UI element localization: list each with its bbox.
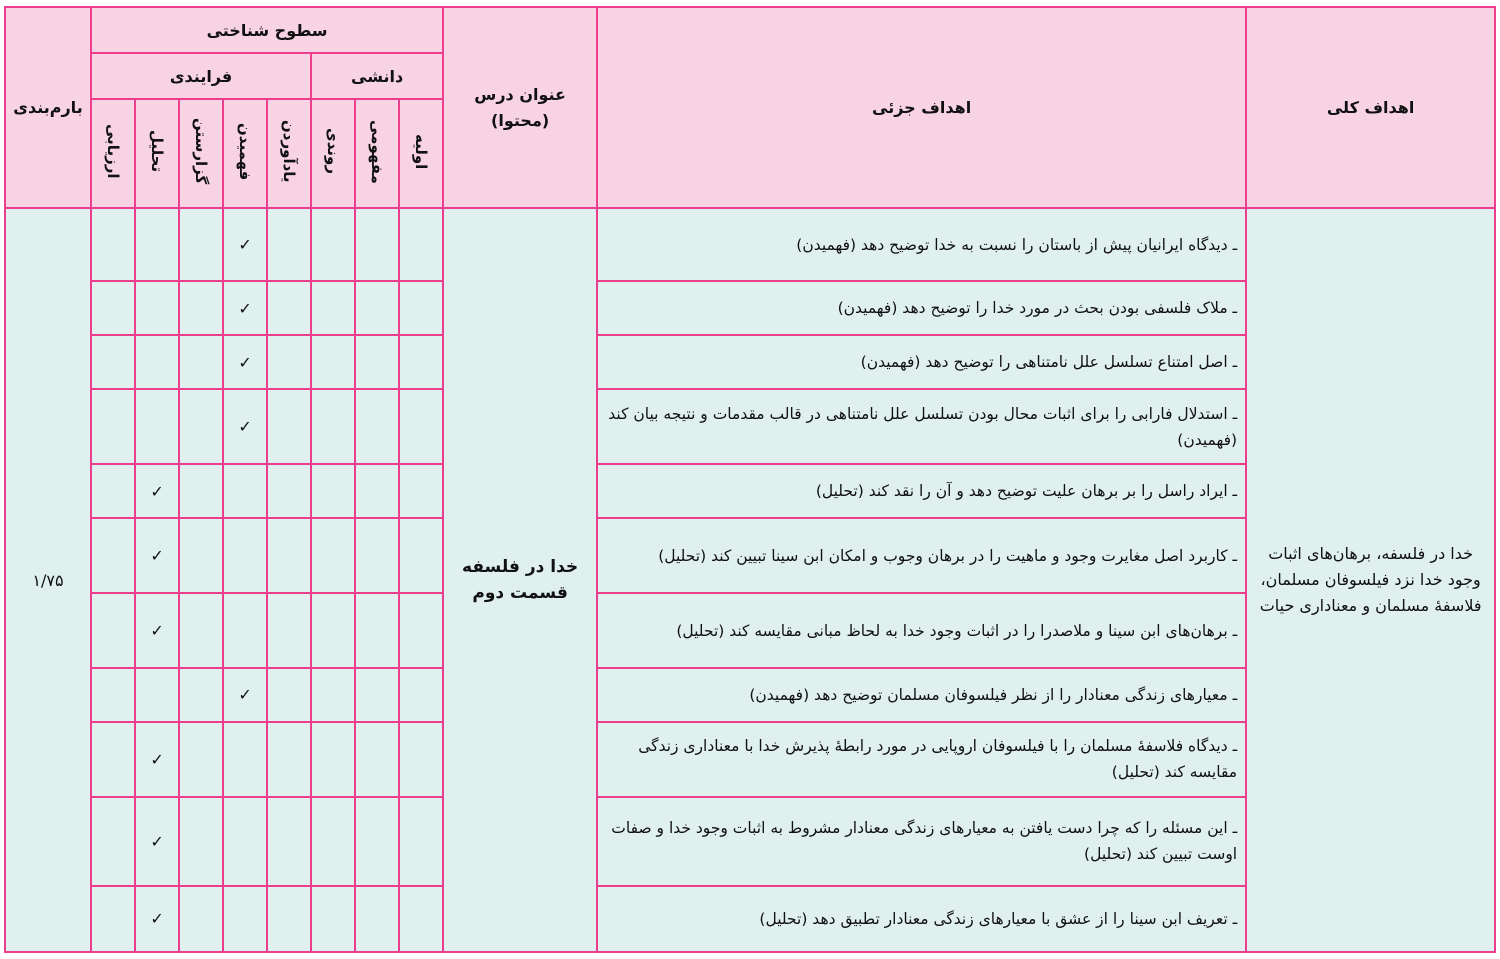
level-cell	[135, 722, 179, 797]
level-cell	[179, 518, 223, 593]
level-cell	[311, 281, 355, 335]
level-cell	[135, 464, 179, 518]
objective-cell: ـ دیدگاه ایرانیان پیش از باستان را نسبت به خدا توضیح دهد (فهمیدن)	[597, 208, 1246, 281]
level-cell	[135, 797, 179, 886]
level-cell	[355, 281, 399, 335]
level-cell	[267, 518, 311, 593]
level-cell	[179, 389, 223, 464]
check-mark-icon: ✓	[238, 352, 252, 372]
check-mark-icon: ✓	[238, 235, 252, 255]
level-cell	[399, 593, 443, 667]
level-cell	[399, 722, 443, 797]
level-cell	[91, 518, 135, 593]
score-cell: ۱/۷۵	[5, 208, 91, 952]
level-cell	[399, 518, 443, 593]
sub-level-label: تحلیل	[148, 130, 167, 173]
level-cell	[267, 464, 311, 518]
level-cell	[399, 797, 443, 886]
level-cell	[267, 593, 311, 667]
check-mark-icon: ✓	[238, 417, 252, 437]
level-cell	[91, 281, 135, 335]
level-cell	[223, 389, 267, 464]
level-cell	[399, 464, 443, 518]
level-cell	[399, 886, 443, 952]
header-procedural: فرایندی	[91, 53, 311, 99]
check-mark-icon: ✓	[150, 481, 164, 501]
level-cell	[355, 335, 399, 389]
level-cell	[223, 593, 267, 667]
level-cell	[135, 389, 179, 464]
level-cell	[135, 668, 179, 722]
objective-cell: ـ کاربرد اصل مغایرت وجود و ماهیت را در برهان وجوب و امکان ابن سینا تبیین کند (تحلیل)	[597, 518, 1246, 593]
level-cell	[399, 668, 443, 722]
header-sub-level	[223, 99, 267, 208]
level-cell	[267, 335, 311, 389]
level-cell	[399, 335, 443, 389]
sub-level-label: یادآوردن	[280, 120, 299, 183]
level-cell	[223, 335, 267, 389]
general-goal-cell: خدا در فلسفه، برهان‌های اثبات وجود خدا نزد فیلسوفان مسلمان، فلاسفهٔ مسلمان و معناداری حیات	[1246, 208, 1495, 952]
level-cell	[267, 722, 311, 797]
header-sub-level	[135, 99, 179, 208]
level-cell	[91, 464, 135, 518]
level-cell	[311, 593, 355, 667]
level-cell	[91, 668, 135, 722]
level-cell	[267, 797, 311, 886]
level-cell	[91, 335, 135, 389]
level-cell	[179, 668, 223, 722]
level-cell	[267, 208, 311, 281]
level-cell	[311, 335, 355, 389]
level-cell	[355, 389, 399, 464]
level-cell	[91, 797, 135, 886]
level-cell	[91, 593, 135, 667]
level-cell	[179, 464, 223, 518]
header-sub-level	[355, 99, 399, 208]
level-cell	[355, 797, 399, 886]
header-lesson-title: عنوان درس (محتوا)	[443, 7, 597, 208]
level-cell	[311, 668, 355, 722]
level-cell	[311, 208, 355, 281]
sub-level-label: گزارستن	[192, 118, 211, 185]
header-scoring: بارم‌بندی	[5, 7, 91, 208]
level-cell	[135, 281, 179, 335]
objective-cell: ـ تعریف ابن سینا را از عشق با معیارهای زندگی معنادار تطبیق دهد (تحلیل)	[597, 886, 1246, 952]
check-mark-icon: ✓	[150, 546, 164, 566]
objective-cell: ـ اصل امتناع تسلسل علل نامتناهی را توضیح دهد (فهمیدن)	[597, 335, 1246, 389]
level-cell	[311, 797, 355, 886]
level-cell	[267, 668, 311, 722]
check-mark-icon: ✓	[150, 831, 164, 851]
lesson-title-cell: خدا در فلسفه قسمت دوم	[443, 208, 597, 952]
header-partial-goals: اهداف جزئی	[597, 7, 1246, 208]
header-sub-level	[91, 99, 135, 208]
level-cell	[355, 722, 399, 797]
level-cell	[179, 886, 223, 952]
level-cell	[267, 886, 311, 952]
level-cell	[179, 335, 223, 389]
check-mark-icon: ✓	[238, 298, 252, 318]
level-cell	[91, 389, 135, 464]
level-cell	[135, 518, 179, 593]
sub-level-label: اولیه	[412, 133, 431, 170]
objective-cell: ـ معیارهای زندگی معنادار را از نظر فیلسوفان مسلمان توضیح دهد (فهمیدن)	[597, 668, 1246, 722]
level-cell	[91, 208, 135, 281]
level-cell	[179, 281, 223, 335]
table-row	[5, 208, 1495, 281]
level-cell	[179, 722, 223, 797]
level-cell	[267, 389, 311, 464]
level-cell	[267, 281, 311, 335]
header-sub-level	[179, 99, 223, 208]
check-mark-icon: ✓	[150, 909, 164, 929]
level-cell	[135, 208, 179, 281]
objective-cell: ـ ایراد راسل را بر برهان علیت توضیح دهد و آن را نقد کند (تحلیل)	[597, 464, 1246, 518]
header-knowledge: دانشی	[311, 53, 443, 99]
objective-cell: ـ ملاک فلسفی بودن بحث در مورد خدا را توضیح دهد (فهمیدن)	[597, 281, 1246, 335]
level-cell	[399, 389, 443, 464]
level-cell	[223, 464, 267, 518]
level-cell	[179, 593, 223, 667]
level-cell	[135, 886, 179, 952]
check-mark-icon: ✓	[150, 749, 164, 769]
objective-cell: ـ استدلال فارابی را برای اثبات محال بودن تسلسل علل نامتناهی در قالب مقدمات و نتیجه بیان کند (فهمیدن)	[597, 389, 1246, 464]
level-cell	[355, 593, 399, 667]
header-sub-level	[311, 99, 355, 208]
level-cell	[223, 281, 267, 335]
level-cell	[311, 886, 355, 952]
level-cell	[223, 208, 267, 281]
level-cell	[355, 668, 399, 722]
level-cell	[355, 208, 399, 281]
curriculum-table	[4, 6, 1496, 953]
header-sub-level	[267, 99, 311, 208]
level-cell	[223, 518, 267, 593]
objective-cell: ـ دیدگاه فلاسفهٔ مسلمان را با فیلسوفان اروپایی در مورد رابطهٔ پذیرش خدا با معناداری زندگی مقایسه کند (تحلیل)	[597, 722, 1246, 797]
level-cell	[311, 722, 355, 797]
level-cell	[355, 518, 399, 593]
level-cell	[179, 797, 223, 886]
level-cell	[223, 668, 267, 722]
header-general-goals: اهداف کلی	[1246, 7, 1495, 208]
level-cell	[91, 886, 135, 952]
header-cognitive-levels: سطوح شناختی	[91, 7, 443, 53]
level-cell	[355, 464, 399, 518]
level-cell	[135, 335, 179, 389]
level-cell	[223, 886, 267, 952]
level-cell	[223, 797, 267, 886]
level-cell	[135, 593, 179, 667]
level-cell	[223, 722, 267, 797]
header-sub-level	[399, 99, 443, 208]
level-cell	[91, 722, 135, 797]
check-mark-icon: ✓	[150, 621, 164, 641]
sub-level-label: ارزیابی	[104, 124, 123, 179]
sub-level-label: مفهومی	[368, 119, 387, 184]
sub-level-label: فهمیدن	[236, 122, 255, 181]
level-cell	[311, 518, 355, 593]
level-cell	[399, 281, 443, 335]
sub-level-label: روندی	[324, 128, 343, 175]
level-cell	[355, 886, 399, 952]
level-cell	[311, 464, 355, 518]
objective-cell: ـ این مسئله را که چرا دست یافتن به معیارهای زندگی معنادار مشروط به اثبات وجود خدا و صفات اوست تبیین کند (تحلیل)	[597, 797, 1246, 886]
level-cell	[311, 389, 355, 464]
check-mark-icon: ✓	[238, 685, 252, 705]
objective-cell: ـ برهان‌های ابن سینا و ملاصدرا را در اثبات وجود خدا به لحاظ مبانی مقایسه کند (تحلیل)	[597, 593, 1246, 667]
level-cell	[399, 208, 443, 281]
level-cell	[179, 208, 223, 281]
